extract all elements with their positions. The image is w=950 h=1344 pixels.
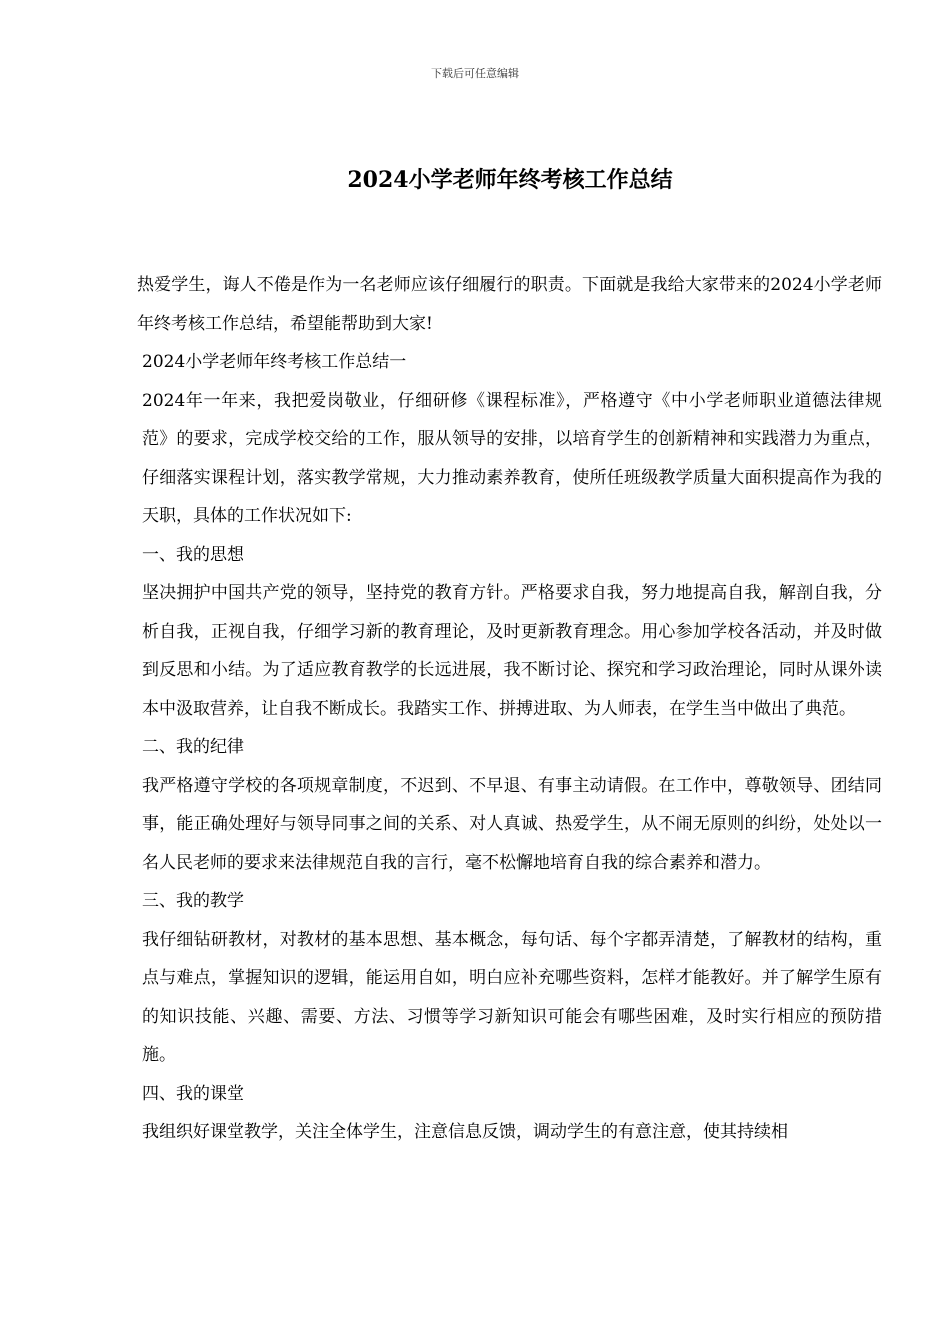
overview-paragraph: 2024年一年来，我把爱岗敬业，仔细研修《课程标准》，严格遵守《中小学老师职业道德法律规范》的要求，完成学校交给的工作，服从领导的安排，以培育学生的创新精神和实践潜力为重点，仔细落实课程计划，落实教学常规，大力推动素养教育，使所任班级教学质量大面积提高作为我的天职，具体的工作状况如下: (142, 390, 882, 526)
section-heading-summary-one: 2024小学老师年终考核工作总结一 (142, 352, 407, 372)
teaching-paragraph: 我仔细钻研教材，对教材的基本思想、基本概念，每句话、每个字都弄清楚，了解教材的结构，重点与难点，掌握知识的逻辑，能运用自如，明白应补充哪些资料，怎样才能教好。并了解学生原有的知识技能、兴趣、需要、方法、习惯等学习新知识可能会有哪些困难，及时实行相应的预防措施。 (142, 929, 882, 1065)
section-heading-classroom: 四、我的课堂 (142, 1083, 244, 1104)
page-header-note: 下载后可任意编辑 (431, 67, 519, 80)
section-heading-teaching: 三、我的教学 (142, 891, 244, 911)
document-title: 2024小学老师年终考核工作总结 (347, 167, 673, 193)
document-body (137, 266, 882, 1152)
classroom-paragraph: 我组织好课堂教学，关注全体学生，注意信息反馈，调动学生的有意注意，使其持续相 (142, 1122, 788, 1142)
discipline-paragraph: 我严格遵守学校的各项规章制度，不迟到、不早退、有事主动请假。在工作中，尊敬领导、团结同事，能正确处理好与领导同事之间的关系、对人真诚、热爱学生，从不闹无原则的纠纷，处处以一名人民老师的要求来法律规范自我的言行，毫不松懈地培育自我的综合素养和潜力。 (142, 775, 882, 873)
thought-paragraph: 坚决拥护中国共产党的领导，坚持党的教育方针。严格要求自我，努力地提高自我，解剖自我，分析自我，正视自我，仔细学习新的教育理论，及时更新教育理念。用心参加学校各活动，并及时做到反思和小结。为了适应教育教学的长远进展，我不断讨论、探究和学习政治理论，同时从课外读本中汲取营养，让自我不断成长。我踏实工作、拼搏进取、为人师表，在学生当中做出了典范。 (142, 583, 882, 719)
section-heading-thought: 一、我的思想 (142, 544, 244, 565)
section-heading-discipline: 二、我的纪律 (142, 737, 244, 757)
intro-paragraph: 热爱学生，诲人不倦是作为一名老师应该仔细履行的职责。下面就是我给大家带来的2024小学老师年终考核工作总结，希望能帮助到大家! (137, 275, 882, 334)
